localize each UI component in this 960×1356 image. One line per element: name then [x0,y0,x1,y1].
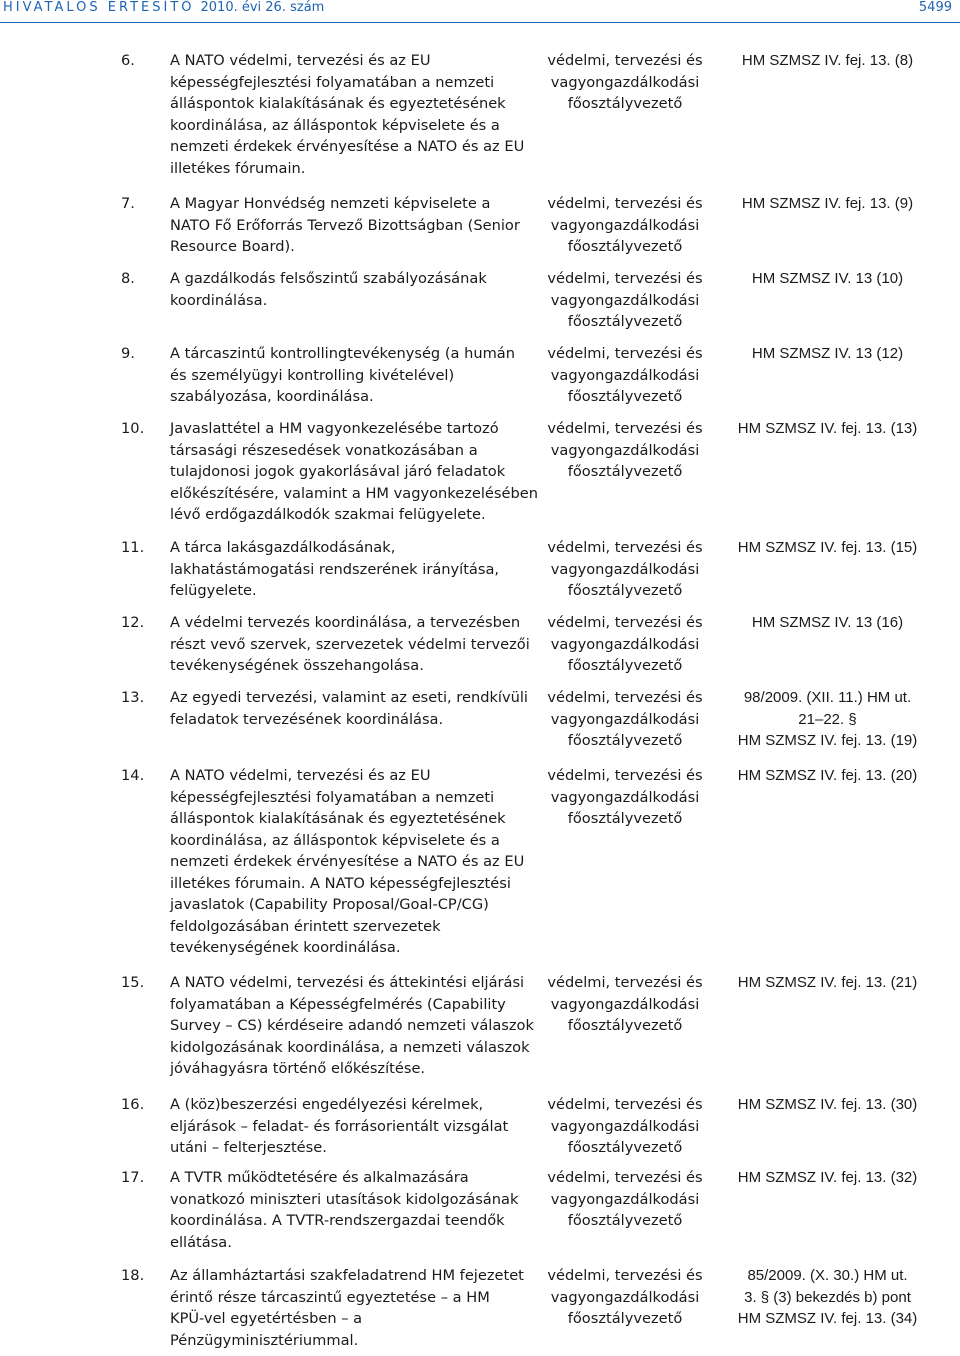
responsible-officer-line: védelmi, tervezési és [547,1169,703,1186]
legal-reference [715,612,940,634]
responsible-officer [540,972,710,1037]
legal-reference [715,687,940,752]
legal-reference [715,1265,940,1330]
task-description-line: A tárca lakásgazdálkodásának, [170,539,396,556]
responsible-officer-line: vagyongazdálkodási [550,1117,700,1135]
responsible-officer [540,50,710,115]
legal-reference-line: HM SZMSZ IV. 13 (10) [751,270,904,287]
responsible-officer-line: védelmi, tervezési és [547,420,703,437]
responsible-officer-line: vagyongazdálkodási [550,788,700,806]
task-description-line: A TVTR működtetésére és alkalmazására [170,1169,469,1186]
legal-reference-line: HM SZMSZ IV. fej. 13. (13) [737,420,918,437]
legal-reference [715,268,940,290]
task-description-line: vonatkozó miniszteri utasítások kidolgozásának [170,1190,519,1208]
task-description-line: Survey – CS) kérdéseire adandó nemzeti válaszok [170,1017,534,1034]
responsible-officer [540,765,710,830]
item-number: 9. [121,345,135,362]
task-description-line: tevékenységének koordinálása. [170,939,401,956]
responsible-officer-line: főosztályvezető [567,810,683,827]
task-description-line: Javaslattétel a HM vagyonkezelésébe tartozó [170,420,499,437]
task-description [170,268,540,311]
legal-reference-line: HM SZMSZ IV. fej. 13. (15) [737,539,918,556]
legal-reference-line: HM SZMSZ IV. fej. 13. (30) [737,1096,918,1113]
item-number: 18. [121,1267,145,1284]
task-description [170,1167,540,1253]
task-description-line: illetékes fórumain. [170,159,306,177]
task-description-line: képességfejlesztési folyamatában a nemzeti [170,788,495,806]
item-number: 10. [121,420,145,437]
legal-reference-line: HM SZMSZ IV. fej. 13. (21) [737,974,918,991]
task-description-line: előkészítésére, valamint a HM vagyonkezelésében [170,484,538,502]
legal-reference [715,537,940,559]
responsible-officer-line: védelmi, tervezési és [547,614,703,631]
responsible-officer [540,1265,710,1330]
legal-reference-line: HM SZMSZ IV. fej. 13. (32) [737,1169,918,1186]
legal-reference-line: HM SZMSZ IV. fej. 13. (19) [737,732,918,749]
task-description-line: érintő része tárcaszintű egyeztetése – a HM [170,1288,490,1306]
task-description-line: Resource Board). [170,238,295,255]
legal-reference-line: HM SZMSZ IV. fej. 13. (20) [737,767,918,784]
responsible-officer-line: főosztályvezető [567,1139,683,1156]
legal-reference [715,1094,940,1116]
task-description-line: javaslatok (Capability Proposal/Goal-CP/CG) [170,896,489,913]
responsible-officer-line: főosztályvezető [567,657,683,674]
item-number: 16. [121,1096,145,1113]
task-description-line: folyamatában a Képességfelmérés (Capability [170,995,506,1013]
responsible-officer-line: vagyongazdálkodási [550,441,700,459]
task-description [170,687,540,730]
legal-reference [715,193,940,215]
task-description-line: NATO Fő Erőforrás Tervező Bizottságban (Senior [170,216,520,234]
responsible-officer [540,343,710,408]
task-description-line: tevékenységének összehangolása. [170,657,424,674]
legal-reference-line: 3. § (3) bekezdés b) pont [744,1288,911,1306]
item-number: 7. [121,195,135,212]
task-description-line: utáni – felterjesztése. [170,1139,327,1156]
task-description-line: Az egyedi tervezési, valamint az eseti, rendkívüli [170,689,528,706]
issue-date: 2010. évi 26. szám [200,0,325,15]
responsible-officer [540,537,710,602]
responsible-officer-line: vagyongazdálkodási [550,1190,700,1208]
responsible-officer-line: védelmi, tervezési és [547,539,703,556]
responsible-officer-line: vagyongazdálkodási [550,635,700,653]
task-description-line: tulajdonosi jogok gyakorlásával járó feladatok [170,463,506,480]
responsible-officer-line: vagyongazdálkodási [550,366,700,384]
task-description [170,343,540,408]
responsible-officer-line: főosztályvezető [567,95,683,112]
item-number: 13. [121,689,145,706]
responsible-officer-line: vagyongazdálkodási [550,1288,700,1306]
legal-reference-line: HM SZMSZ IV. fej. 13. (34) [737,1310,918,1327]
responsible-officer [540,687,710,752]
responsible-officer [540,612,710,677]
task-description-line: ellátása. [170,1233,232,1251]
legal-reference-line: 98/2009. (XII. 11.) HM ut. [743,689,912,706]
responsible-officer-line: védelmi, tervezési és [547,974,703,991]
task-description-line: részt vevő szervek, szervezetek védelmi tervezői [170,635,530,653]
responsible-officer-line: védelmi, tervezési és [547,345,703,362]
legal-reference [715,418,940,440]
task-description-line: társasági részesedések vonatkozásában a [170,441,478,459]
responsible-officer-line: védelmi, tervezési és [547,52,703,69]
task-description [170,50,540,179]
journal-title: HIVATALOS ÉRTESÍTŐ 2010. évi 26. szám [3,0,325,15]
task-description-line: koordinálása. [170,291,268,309]
task-description-line: lévő erdőgazdálkodók szakmai felügyelete. [170,506,486,523]
task-description [170,765,540,959]
task-description-line: kidolgozásának koordinálása, a nemzeti válaszok [170,1038,530,1056]
task-description-line: A tárcaszintű kontrollingtevékenység (a humán [170,345,516,362]
legal-reference-line: 85/2009. (X. 30.) HM ut. [747,1267,908,1284]
responsible-officer-line: főosztályvezető [567,388,683,405]
legal-reference [715,1167,940,1189]
task-description-line: nemzeti érdekek érvényesítése a NATO és az EU [170,853,525,870]
item-number: 17. [121,1169,145,1186]
header-rule [0,22,960,23]
responsible-officer-line: vagyongazdálkodási [550,560,700,578]
legal-reference [715,50,940,72]
responsible-officer-line: védelmi, tervezési és [547,1096,703,1113]
item-number: 14. [121,767,145,784]
item-number: 11. [121,539,145,556]
responsible-officer [540,193,710,258]
responsible-officer-line: védelmi, tervezési és [547,767,703,784]
responsible-officer-line: főosztályvezető [567,732,683,749]
responsible-officer-line: főosztályvezető [567,238,683,255]
responsible-officer-line: főosztályvezető [567,1212,683,1229]
page-number: 5499 [918,0,952,15]
task-description-line: A NATO védelmi, tervezési és áttekintési eljárási [170,974,525,991]
responsible-officer-line: főosztályvezető [567,1017,683,1034]
responsible-officer [540,418,710,483]
responsible-officer-line: védelmi, tervezési és [547,1267,703,1284]
legal-reference-line: HM SZMSZ IV. fej. 13. (8) [741,52,914,69]
task-description [170,537,540,602]
task-description-line: eljárások – feladat- és forrásorientált vizsgálat [170,1117,509,1135]
responsible-officer-line: védelmi, tervezési és [547,689,703,706]
task-description-line: képességfejlesztési folyamatában a nemzeti [170,73,495,91]
task-description [170,1094,540,1159]
legal-reference-line: HM SZMSZ IV. 13 (16) [751,614,904,631]
task-description [170,193,540,258]
responsible-officer [540,1094,710,1159]
task-description-line: álláspontok kialakításának és egyeztetésének [170,810,506,827]
task-description-line: A védelmi tervezés koordinálása, a tervezésben [170,614,521,631]
legal-reference-line: 21–22. § [798,710,857,728]
responsible-officer-line: főosztályvezető [567,313,683,330]
task-description [170,418,540,526]
item-number: 6. [121,52,135,69]
item-number: 12. [121,614,145,631]
legal-reference-line: HM SZMSZ IV. fej. 13. (9) [741,195,914,212]
task-description-line: koordinálása. A TVTR-rendszergazdai teendők [170,1212,505,1229]
responsible-officer [540,1167,710,1232]
responsible-officer-line: főosztályvezető [567,463,683,480]
task-description-line: és személyügyi kontrolling kivételével) [170,366,455,384]
responsible-officer-line: védelmi, tervezési és [547,270,703,287]
legal-reference [715,765,940,787]
task-description-line: szabályozása, koordinálása. [170,388,374,405]
responsible-officer-line: vagyongazdálkodási [550,216,700,234]
task-description [170,1265,540,1351]
responsible-officer-line: főosztályvezető [567,1310,683,1327]
task-description-line: feldolgozásában érintett szervezetek [170,917,441,935]
task-description-line: Pénzügyminisztériummal. [170,1331,359,1349]
task-description-line: A (köz)beszerzési engedélyezési kérelmek, [170,1096,484,1113]
responsible-officer-line: védelmi, tervezési és [547,195,703,212]
item-number: 8. [121,270,135,287]
responsible-officer-line: vagyongazdálkodási [550,710,700,728]
task-description-line: illetékes fórumain. A NATO képességfejlesztési [170,874,511,892]
task-description-line: jóváhagyásra történő előkészítése. [170,1060,426,1077]
task-description [170,612,540,677]
task-description-line: koordinálása, az álláspontok képviselete és a [170,831,500,849]
task-description-line: felügyelete. [170,582,257,599]
task-description-line: feladatok tervezésének koordinálása. [170,710,444,728]
responsible-officer-line: vagyongazdálkodási [550,73,700,91]
task-description-line: álláspontok kialakításának és egyeztetésének [170,95,506,112]
responsible-officer [540,268,710,333]
task-description-line: koordinálása, az álláspontok képviselete és a [170,116,500,134]
page-header [0,0,960,22]
responsible-officer-line: vagyongazdálkodási [550,291,700,309]
responsible-officer-line: főosztályvezető [567,582,683,599]
task-description-line: lakhatástámogatási rendszerének irányítása, [170,560,500,578]
task-description-line: A NATO védelmi, tervezési és az EU [170,767,431,784]
task-description-line: nemzeti érdekek érvényesítése a NATO és az EU [170,138,525,155]
task-description [170,972,540,1080]
legal-reference [715,972,940,994]
responsible-officer-line: vagyongazdálkodási [550,995,700,1013]
legal-reference [715,343,940,365]
legal-reference-line: HM SZMSZ IV. 13 (12) [751,345,904,362]
task-description-line: A gazdálkodás felsőszintű szabályozásának [170,270,487,287]
task-description-line: A Magyar Honvédség nemzeti képviselete a [170,195,491,212]
item-number: 15. [121,974,145,991]
task-description-line: A NATO védelmi, tervezési és az EU [170,52,431,69]
task-description-line: KPÜ-vel egyetértésben – a [170,1310,363,1327]
task-description-line: Az államháztartási szakfeladatrend HM fejezetet [170,1267,524,1284]
